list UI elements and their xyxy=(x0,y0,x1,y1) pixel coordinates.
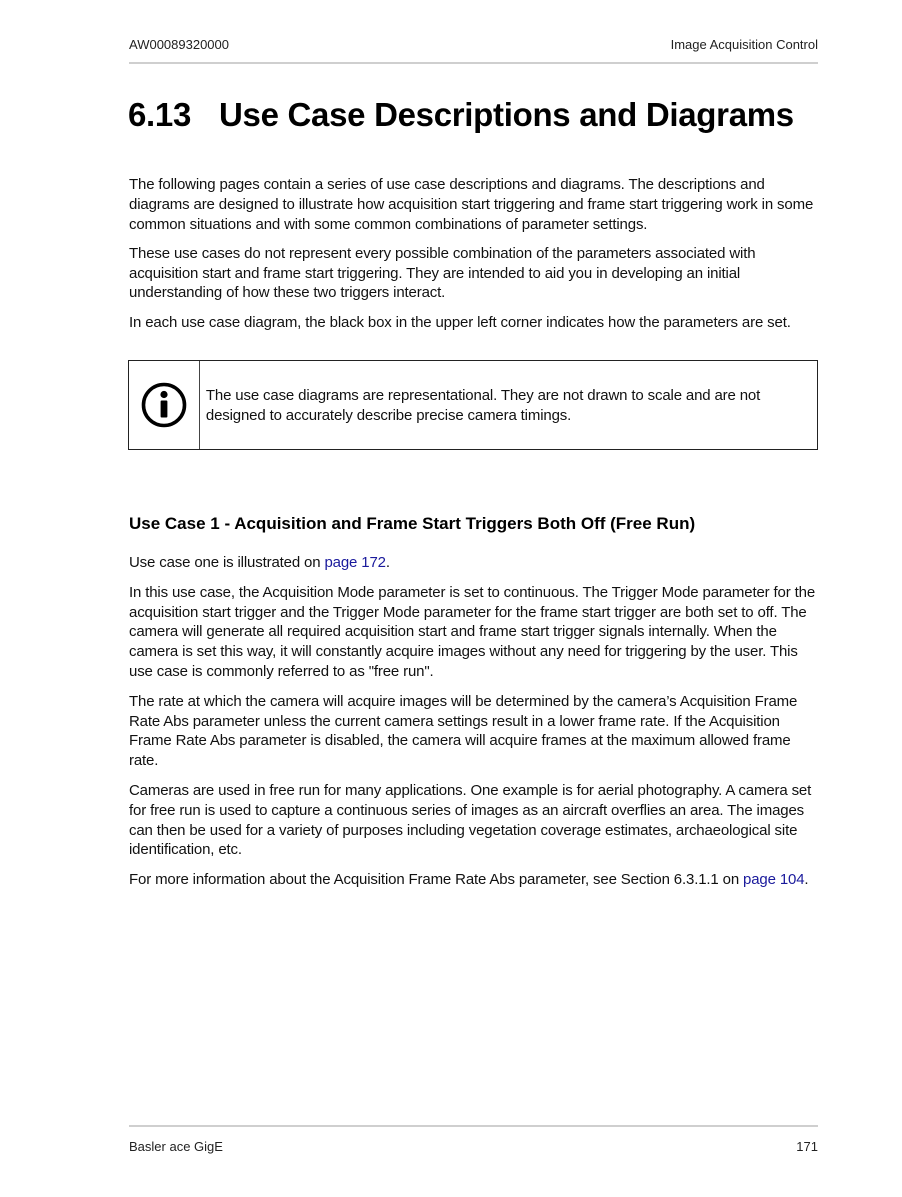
page-header xyxy=(129,37,818,52)
note-icon-cell xyxy=(129,361,200,449)
intro-text xyxy=(129,175,819,342)
use-case-1-heading: Use Case 1 - Acquisition and Frame Start Triggers Both Off (Free Run) xyxy=(129,514,696,533)
page-title xyxy=(128,96,794,134)
more-info-suffix: . xyxy=(804,871,809,889)
use-case-paragraph: In this use case, the Acquisition Mode parameter is set to continuous. The Trigger Mode parameter for the acquisition start trigger and the Trigger Mode parameter for the frame start trigger are both set to off. The camera will generate all required acquisition start and frame start trigger signals internally. When the camera is set this way, it will constantly acquire images without any need for triggering by the user. This use case is commonly referred to as "free run". xyxy=(129,583,816,680)
illustrated-suffix: . xyxy=(385,554,390,571)
info-note-box xyxy=(128,360,818,450)
section-name: Image Acquisition Control xyxy=(670,37,818,52)
section-number: 6.13 xyxy=(128,96,192,133)
intro-paragraph: The following pages contain a series of use case descriptions and diagrams. The descriptions and diagrams are designed to illustrate how acquisition start triggering and frame start triggering work in some common situations and with some common combinations of parameter settings. xyxy=(129,176,814,233)
use-case-paragraph: Cameras are used in free run for many applications. One example is for aerial photography. A camera set for free run is used to capture a continuous series of images as an aircraft overflies an area. The images can then be used for a variety of purposes including vegetation coverage estimates, archaeological site identification, etc. xyxy=(129,781,812,859)
illustrated-paragraph xyxy=(129,553,819,573)
info-icon xyxy=(139,380,189,430)
use-case-1-text xyxy=(129,553,819,900)
intro-paragraph: These use cases do not represent every possible combination of the parameters associated with acquisition start and frame start triggering. They are intended to aid you in developing an initial understanding of how these two triggers interact. xyxy=(129,244,756,302)
header-rule xyxy=(129,62,818,64)
page-172-link[interactable]: page 172 xyxy=(324,554,386,571)
more-info-paragraph xyxy=(129,870,819,890)
page-104-link[interactable]: page 104 xyxy=(743,871,805,889)
doc-id: AW00089320000 xyxy=(129,37,229,52)
product-name: Basler ace GigE xyxy=(129,1139,223,1154)
intro-paragraph: In each use case diagram, the black box in the upper left corner indicates how the parameters are set. xyxy=(129,313,791,331)
note-text: The use case diagrams are representational. They are not drawn to scale and are not designed to accurately describe precise camera timings. xyxy=(205,387,761,424)
illustrated-prefix: Use case one is illustrated on xyxy=(129,554,325,571)
page-number: 171 xyxy=(796,1139,818,1154)
section-title: Use Case Descriptions and Diagrams xyxy=(219,96,794,133)
use-case-paragraph: The rate at which the camera will acquire images will be determined by the camera’s Acquisition Frame Rate Abs parameter unless the current camera settings result in a lower frame rate. If the Acquisition Frame Rate Abs parameter is disabled, the camera will acquire frames at the maximum allowed frame rate. xyxy=(129,692,798,770)
page-footer xyxy=(129,1139,818,1154)
more-info-prefix: For more information about the Acquisition Frame Rate Abs parameter, see Section 6.3.1.1 on xyxy=(129,871,744,889)
footer-rule xyxy=(129,1125,818,1127)
